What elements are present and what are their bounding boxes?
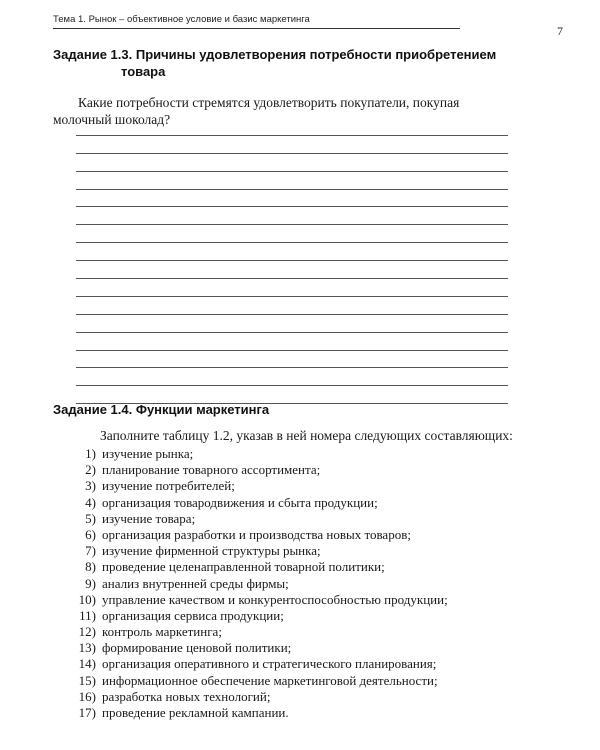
item-text: управление качеством и конкурентоспособностью продукции; (102, 591, 448, 607)
item-text: изучение потребителей; (102, 478, 235, 494)
item-number: 17) (78, 705, 96, 720)
list-item (70, 543, 540, 559)
task-1-3-title-line2: товара (121, 64, 166, 79)
answer-line[interactable] (76, 207, 508, 225)
item-text: проведение рекламной кампании. (102, 705, 289, 720)
functions-list (70, 446, 540, 721)
answer-line[interactable] (76, 297, 508, 315)
list-item (70, 495, 540, 511)
item-text: планирование товарного ассортимента; (102, 462, 321, 478)
item-text: разработка новых технологий; (102, 688, 271, 704)
answer-line[interactable] (76, 351, 508, 369)
page-number: 7 (557, 24, 563, 38)
list-item (70, 689, 540, 705)
item-number: 16) (78, 688, 96, 704)
item-text: организация сервиса продукции; (102, 607, 284, 623)
answer-line[interactable] (76, 243, 508, 261)
item-number: 15) (78, 672, 96, 688)
item-text: организация оперативного и стратегического планирования; (102, 656, 437, 672)
task-1-4-instruction: Заполните таблицу 1.2, указав в ней номера следующих составляющих: (100, 428, 513, 443)
task-1-3-heading (53, 46, 523, 80)
list-item (70, 592, 540, 608)
list-item (70, 705, 540, 721)
task-1-4-title: Функции маркетинга (135, 402, 270, 417)
list-item (70, 608, 540, 624)
running-title: Тема 1. Рынок – объективное условие и базис маркетинга (53, 14, 310, 29)
item-number: 13) (78, 640, 96, 656)
list-item (70, 511, 540, 527)
list-item (70, 462, 540, 478)
item-number: 9) (85, 575, 96, 591)
answer-line[interactable] (76, 333, 508, 351)
list-item (70, 527, 540, 543)
item-number: 4) (85, 494, 96, 510)
list-item (70, 559, 540, 575)
item-number: 7) (85, 543, 96, 559)
answer-line[interactable] (76, 172, 508, 190)
task-1-4-number: Задание 1.4. (53, 402, 133, 417)
running-header (53, 14, 563, 39)
item-number: 5) (85, 510, 96, 526)
item-number: 14) (78, 656, 96, 672)
list-item (70, 478, 540, 494)
question-line2: молочный шоколад? (53, 112, 171, 127)
item-text: формирование ценовой политики; (102, 640, 292, 656)
answer-line[interactable] (76, 315, 508, 333)
item-number: 12) (78, 624, 96, 640)
item-text: анализ внутренней среды фирмы; (102, 575, 289, 591)
task-1-4-heading (53, 401, 269, 418)
item-number: 3) (85, 478, 96, 494)
item-text: изучение фирменной структуры рынка; (102, 543, 321, 559)
list-item (70, 673, 540, 689)
list-item (70, 624, 540, 640)
item-number: 6) (85, 526, 96, 542)
item-number: 2) (85, 462, 96, 478)
answer-line[interactable] (76, 279, 508, 297)
answer-line[interactable] (76, 154, 508, 172)
item-text: организация разработки и производства новых товаров; (102, 526, 411, 542)
item-text: проведение целенаправленной товарной политики; (102, 559, 385, 575)
task-1-3-number: Задание 1.3. (53, 47, 133, 62)
item-number: 10) (78, 591, 96, 607)
question-line1: Какие потребности стремятся удовлетворить покупатели, покупая (78, 95, 460, 110)
answer-lines (76, 118, 508, 404)
answer-line[interactable] (76, 190, 508, 208)
item-text: изучение рынка; (102, 446, 194, 461)
item-number: 1) (85, 446, 96, 461)
item-text: изучение товара; (102, 510, 196, 526)
answer-line[interactable] (76, 118, 508, 136)
list-item (70, 656, 540, 672)
item-text: контроль маркетинга; (102, 624, 222, 640)
item-number: 11) (79, 607, 96, 623)
answer-line[interactable] (76, 261, 508, 279)
task-1-3-title-line1: Причины удовлетворения потребности приобретением (135, 47, 497, 62)
answer-line[interactable] (76, 225, 508, 243)
item-text: информационное обеспечение маркетинговой деятельности; (102, 672, 438, 688)
item-text: организация товародвижения и сбыта продукции; (102, 494, 378, 510)
list-item (70, 640, 540, 656)
list-item (70, 576, 540, 592)
answer-line[interactable] (76, 136, 508, 154)
answer-line[interactable] (76, 368, 508, 386)
list-item (70, 446, 540, 462)
item-number: 8) (85, 559, 96, 575)
